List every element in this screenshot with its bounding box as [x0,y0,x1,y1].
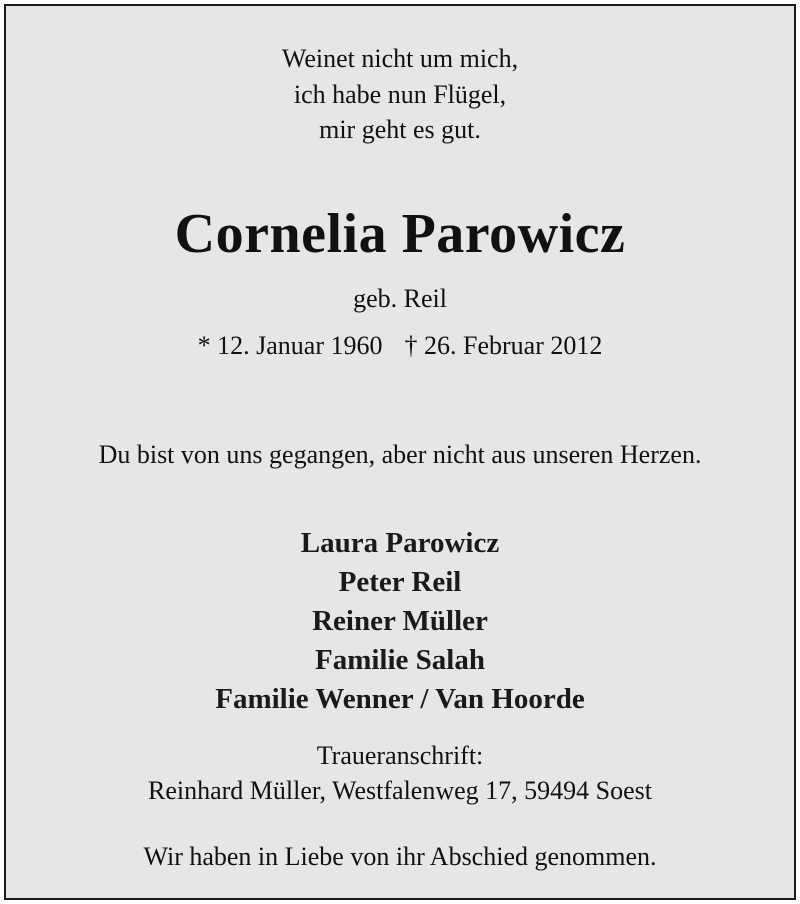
mourner-name: Familie Salah [315,644,485,676]
mourner-name: Reiner Müller [312,605,488,637]
verse-line-1: Weinet nicht um mich, [281,44,519,73]
obituary-notice [4,4,796,900]
verse-line-3: mir geht es gut. [319,115,481,144]
mourner-name: Familie Wenner / Van Hoorde [215,683,585,715]
verse-line-2: ich habe nun Flügel, [293,80,507,109]
memorial-quote: Du bist von uns gegangen, aber nicht aus unseren Herzen. [98,440,702,469]
deceased-name: Cornelia Parowicz [174,203,626,265]
mourner-name: Peter Reil [338,566,462,598]
mourning-address: Reinhard Müller, Westfalenweg 17, 59494 Soest [147,776,653,805]
life-dates [6,329,794,363]
closing-line: Wir haben in Liebe von ihr Abschied genommen. [143,842,657,871]
address-label: Traueranschrift: [316,741,484,770]
birth-date: * 12. Januar 1960 [197,331,383,360]
death-date: † 26. Februar 2012 [404,331,603,360]
mourner-name: Laura Parowicz [300,527,500,559]
birth-name: geb. Reil [353,284,447,313]
